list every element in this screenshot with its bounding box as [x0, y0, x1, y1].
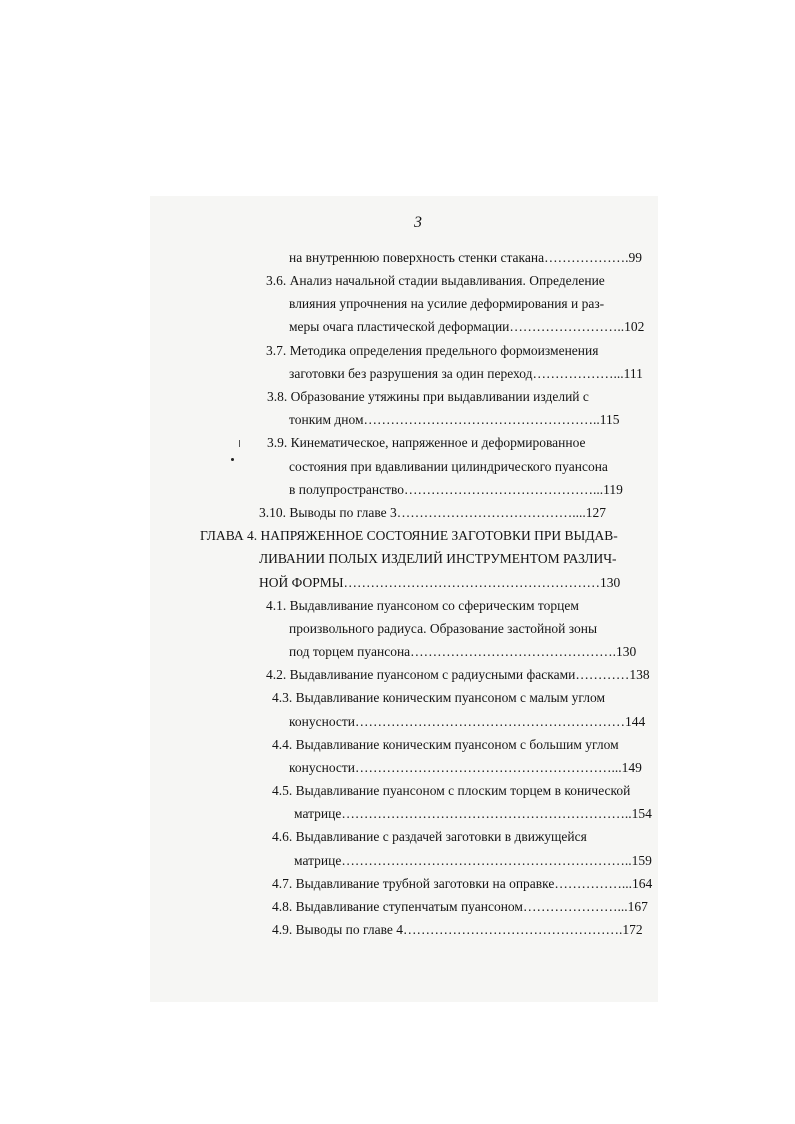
- chapter-heading: НОЙ ФОРМЫ…………………………………………………130: [259, 575, 621, 590]
- chapter-heading: ГЛАВА 4. НАПРЯЖЕННОЕ СОСТОЯНИЕ ЗАГОТОВКИ ПРИ ВЫДАВ-: [200, 528, 618, 543]
- toc-line: 4.5. Выдавливание пуансоном с плоским торцем в конической: [272, 783, 631, 798]
- toc-line: в полупространство……………………………………...119: [289, 482, 623, 497]
- toc-line: состояния при вдавливании цилиндрического пуансона: [289, 459, 608, 474]
- toc-line: 4.7. Выдавливание трубной заготовки на оправке……………...164: [272, 876, 653, 891]
- toc-line: 4.3. Выдавливание коническим пуансоном с малым углом: [272, 690, 606, 705]
- toc-line: матрице………………………………………………………..159: [294, 853, 652, 868]
- toc-line: 4.9. Выводы по главе 4………………………………………….172: [272, 922, 643, 937]
- toc-line: на внутреннюю поверхность стенки стакана……………….99: [289, 250, 642, 265]
- scan-speck: [231, 458, 234, 461]
- toc-line: 3.10. Выводы по главе 3…………………………………....127: [259, 505, 606, 520]
- toc-line: произвольного радиуса. Образование застойной зоны: [289, 621, 598, 636]
- toc-line: 4.4. Выдавливание коническим пуансоном с большим углом: [272, 737, 619, 752]
- toc-line: заготовки без разрушения за один переход………………...111: [289, 366, 643, 381]
- scan-mark: [239, 440, 240, 447]
- toc-line: 3.8. Образование утяжины при выдавливании изделий с: [267, 389, 589, 404]
- toc-line: влияния упрочнения на усилие деформирования и раз-: [289, 296, 605, 311]
- toc-line: под торцем пуансона……………………………………….130: [289, 644, 637, 659]
- toc-line: конусности…………………………………………………...149: [289, 760, 642, 775]
- chapter-heading: ЛИВАНИИ ПОЛЫХ ИЗДЕЛИЙ ИНСТРУМЕНТОМ РАЗЛИЧ-: [259, 551, 617, 566]
- toc-line: 4.2. Выдавливание пуансоном с радиусными фасками…………138: [266, 667, 650, 682]
- toc-line: тонким дном……………………………………………..115: [289, 412, 620, 427]
- toc-line: 3.7. Методика определения предельного формоизменения: [266, 343, 599, 358]
- toc-line: конусности……………………………………………………144: [289, 714, 646, 729]
- toc-line: 3.9. Кинематическое, напряженное и деформированное: [267, 435, 586, 450]
- toc-line: 4.6. Выдавливание с раздачей заготовки в движущейся: [272, 829, 587, 844]
- toc-line: матрице………………………………………………………..154: [294, 806, 652, 821]
- toc-line: 3.6. Анализ начальной стадии выдавливания. Определение: [266, 273, 605, 288]
- toc-line: 4.1. Выдавливание пуансоном со сферическим торцем: [266, 598, 579, 613]
- page-number: 3: [414, 214, 422, 231]
- toc-line: 4.8. Выдавливание ступенчатым пуансоном…………………...167: [272, 899, 648, 914]
- toc-line: меры очага пластической деформации……………………..102: [289, 319, 645, 334]
